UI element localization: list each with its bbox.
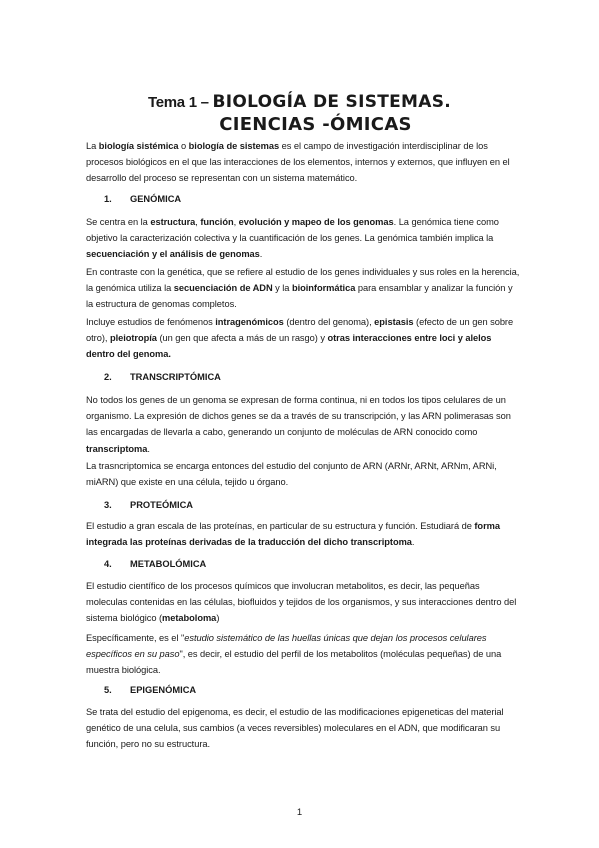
- transcriptomica-paragraph-1: No todos los genes de un genoma se expresan de forma continua, ni en todos los tipos celulares de un organismo. La expresión de dichos genes se da a través de su transcripción, y las ARN polimerasas son las encargadas de llevarla a cabo, generando un conjunto de moléculas de ARN conocido como transcriptoma.: [86, 395, 511, 454]
- metabolomica-paragraph-1: El estudio científico de los procesos químicos que involucran metabolitos, es decir, las pequeñas moleculas contenidas en las células, biofluidos y tejidos de los organismos, y sus interacciones dentro del sistema biológico (metaboloma): [86, 581, 517, 624]
- title-subtitle: CIENCIAS -ÓMICAS: [219, 114, 412, 135]
- epigenomica-paragraph-1: Se trata del estudio del epigenoma, es decir, el estudio de las modificaciones epigeneticas del material genético de una celula, sus cambios (a veces reversibles) moleculares en el ADN, que modificaran su función, pero no su estructura.: [86, 707, 504, 750]
- genomica-paragraph-1: Se centra en la estructura, función, evolución y mapeo de los genomas. La genómica tiene como objetivo la caracterización colectiva y la cuantificación de los genes. La genómica también implica la secuenciación y el análisis de genomas.: [86, 217, 499, 260]
- section-heading-proteomica: 3. PROTEÓMICA: [104, 500, 194, 510]
- transcriptomica-paragraph-2: La trasncriptomica se encarga entonces del estudio del conjunto de ARN (ARNr, ARNt, ARNm, ARNi, miARN) que existe en una célula, tejido u órgano.: [86, 461, 497, 488]
- intro-paragraph: La biología sistémica o biología de sistemas es el campo de investigación interdisciplinar de los procesos biológicos en el que las interacciones de los elementos, internos y externos, que influyen en el desarrollo del proceso se representan con un sistema matemático.: [86, 141, 510, 184]
- genomica-paragraph-3: Incluye estudios de fenómenos intragenómicos (dentro del genoma), epistasis (efecto de un gen sobre otro), pleiotropía (un gen que afecta a más de un rasgo) y otras interacciones entre loci y alelos dentro del genoma.: [86, 317, 514, 360]
- section-heading-metabolomica: 4. METABOLÓMICA: [104, 559, 207, 569]
- title-main: BIOLOGÍA DE SISTEMAS.: [212, 92, 452, 112]
- page-number: 1: [296, 807, 303, 818]
- proteomica-paragraph-1: El estudio a gran escala de las proteínas, en particular de su estructura y función. Estudiará de forma integrada las proteínas derivadas de la traducción del dicho transcriptoma.: [86, 521, 500, 548]
- genomica-paragraph-2: En contraste con la genética, que se refiere al estudio de los genes individuales y sus roles en la herencia, la genómica utiliza la secuenciación de ADN y la bioinformática para ensamblar y analizar la función y la estructura de genomas completos.: [86, 267, 520, 310]
- section-heading-transcriptomica: 2. TRANSCRIPTÓMICA: [104, 372, 221, 382]
- section-heading-genomica: 1. GENÓMICA: [104, 194, 182, 204]
- section-heading-epigenomica: 5. EPIGENÓMICA: [104, 685, 197, 695]
- page-title-line-2: [16, 101, 599, 138]
- title-prefix: Tema 1 –: [147, 94, 213, 111]
- metabolomica-paragraph-2: Específicamente, es el "estudio sistemático de las huellas únicas que dejan los procesos celulares específicos en su paso", es decir, el estudio del perfil de los metabolitos (moléculas pequeñas) de una muestra biológica.: [86, 633, 502, 676]
